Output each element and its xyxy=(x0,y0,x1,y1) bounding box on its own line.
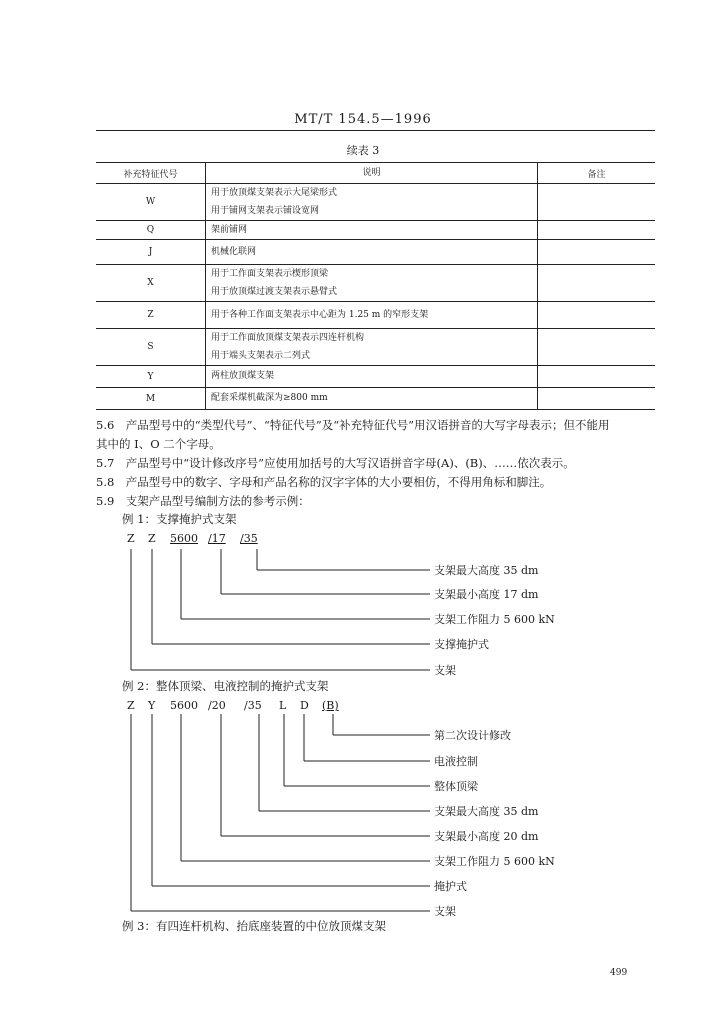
example-2-code-top-beam: L xyxy=(279,699,287,712)
description-line: 两柱放顶煤支架 xyxy=(211,371,275,381)
description-line: 用于工作面支架表示楔形顶梁 xyxy=(211,269,329,279)
description-line: 用于工作面放顶煤支架表示四连杆机构 xyxy=(211,333,365,343)
description-line: 用于铺网支架表示铺设宽网 xyxy=(211,206,320,216)
column-header-description: 说明 xyxy=(206,163,538,184)
example-2-title: 例 2：整体顶梁、电液控制的掩护式支架 xyxy=(122,679,329,693)
row-code: X xyxy=(96,265,206,302)
example-1-code-min-height: /17 xyxy=(208,532,226,545)
example-1-label-feature: 支撑掩护式 xyxy=(434,638,489,651)
example-2-code-feature: Y xyxy=(148,699,156,712)
row-code: W xyxy=(96,184,206,221)
description-line: 配套采煤机截深为≥800 mm xyxy=(211,393,328,403)
page-number: 499 xyxy=(610,968,628,978)
description-line: 用于放顶煤支架表示大尾梁形式 xyxy=(211,188,338,198)
description-line: 机械化联网 xyxy=(211,247,257,257)
example-1-label-type: 支架 xyxy=(434,664,456,677)
example-1-code-resistance: 5600 xyxy=(170,532,198,545)
example-2-code-resistance: 5600 xyxy=(170,699,198,712)
standard-code: MT/T 154.5—1996 xyxy=(294,112,432,127)
table-caption: 续表 3 xyxy=(346,144,380,157)
clause-5-6-line-1: 5.6 产品型号中的“类型代号”、“特征代号”及“补充特征代号”用汉语拼音的大写字母表示；但不能用 xyxy=(96,418,610,432)
description-line: 用于放顶煤过渡支架表示悬臂式 xyxy=(211,287,338,297)
row-code: S xyxy=(96,329,206,366)
example-2-code-control: D xyxy=(300,699,309,712)
example-2-label-type: 支架 xyxy=(434,905,456,918)
example-2-code-type: Z xyxy=(127,699,135,712)
example-1-label-max-height: 支架最大高度 35 dm xyxy=(434,564,539,577)
example-1-label-resistance: 支架工作阻力 5 600 kN xyxy=(434,613,555,626)
clause-5-8: 5.8 产品型号中的数字、字母和产品名称的汉字字体的大小要相仿，不得用角标和脚注。 xyxy=(96,475,552,489)
example-1-title: 例 1：支撑掩护式支架 xyxy=(122,512,237,526)
example-2-label-control: 电液控制 xyxy=(434,755,478,768)
example-2-label-feature: 掩护式 xyxy=(434,880,467,893)
clause-5-6-line-2: 其中的 I、O 二个字母。 xyxy=(96,437,221,451)
row-code: Z xyxy=(96,302,206,329)
row-code: J xyxy=(96,240,206,265)
example-1-code-feature: Z xyxy=(148,532,156,545)
example-2-code-min-height: /20 xyxy=(208,699,226,712)
example-2-label-revision: 第二次设计修改 xyxy=(434,729,511,742)
clause-5-7: 5.7 产品型号中“设计修改序号”应使用加括号的大写汉语拼音字母(A)、(B)、……依次表示。 xyxy=(96,456,575,470)
example-2-label-max-height: 支架最大高度 35 dm xyxy=(434,805,539,818)
example-2-label-resistance: 支架工作阻力 5 600 kN xyxy=(434,855,555,868)
clause-5-9: 5.9 支架产品型号编制方法的参考示例： xyxy=(96,494,310,508)
column-header-remarks: 备注 xyxy=(538,163,656,184)
column-header-code: 补充特征代号 xyxy=(96,163,206,184)
example-1-label-min-height: 支架最小高度 17 dm xyxy=(434,588,539,601)
example-3-title: 例 3：有四连杆机构、抬底座装置的中位放顶煤支架 xyxy=(122,919,386,933)
example-2-label-top-beam: 整体顶梁 xyxy=(434,780,478,793)
description-line: 用于各种工作面支架表示中心距为 1.25 m 的窄形支架 xyxy=(211,310,429,320)
row-code: Y xyxy=(96,366,206,388)
description-line: 架前铺网 xyxy=(211,225,248,235)
row-code: M xyxy=(96,388,206,410)
example-2-code-max-height: /35 xyxy=(244,699,262,712)
row-code: Q xyxy=(96,221,206,240)
example-2-code-revision: (B) xyxy=(322,699,339,712)
example-1-code-max-height: /35 xyxy=(240,532,258,545)
description-line: 用于端头支架表示二列式 xyxy=(211,351,311,361)
example-2-label-min-height: 支架最小高度 20 dm xyxy=(434,830,539,843)
example-1-code-type: Z xyxy=(127,532,135,545)
